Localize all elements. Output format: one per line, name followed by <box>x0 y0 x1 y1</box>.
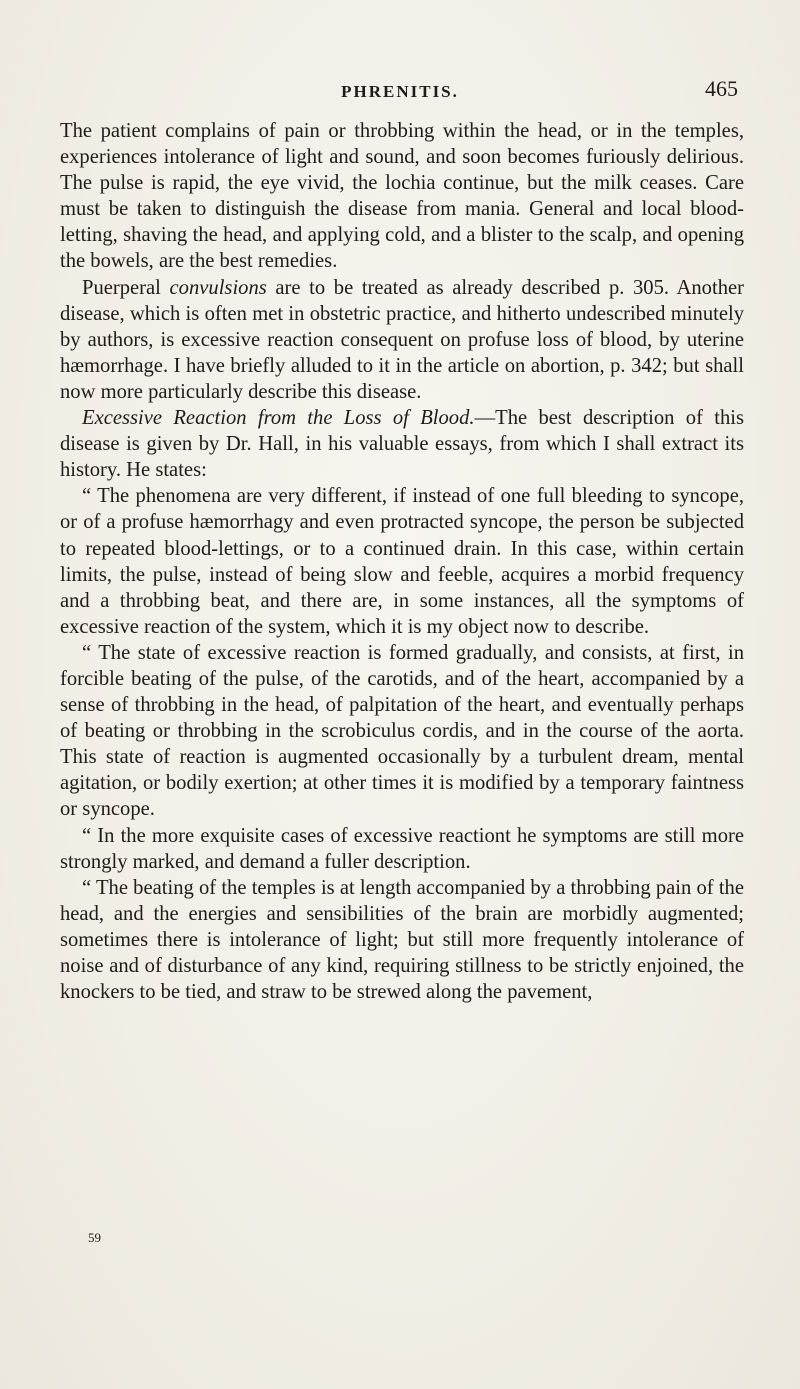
paragraph <box>60 405 744 483</box>
body-text <box>60 118 744 1005</box>
paragraph-text: “ The beating of the temples is at length accompanied by a throbbing pain of the head, and the energies and sensibilities of the brain are morbidly augmented; sometimes there is intolerance of light; but still more frequently intolerance of noise and of disturbance of any kind, requiring stillness to be strictly enjoined, the knockers to be tied, and straw to be strewed along the pavement, <box>60 876 744 1004</box>
section-heading: Excessive Reaction from the Loss of Blood. <box>82 407 475 430</box>
paragraph-text: Puerperal <box>82 276 170 299</box>
paragraph-text: “ In the more exquisite cases of excessive reactiont he symptoms are still more strongly marked, and demand a fuller description. <box>60 824 744 873</box>
quoted-paragraph <box>60 875 744 1005</box>
paragraph-text: The patient complains of pain or throbbing within the head, or in the temples, experiences intolerance of light and sound, and soon becomes furiously delirious. The pulse is rapid, the eye vivid, the lochia continue, but the milk ceases. Care must be taken to distinguish the disease from mania. General and local blood-letting, shaving the head, and applying cold, and a blister to the scalp, and opening the bowels, are the best remedies. <box>60 120 744 273</box>
paragraph-text: “ The state of excessive reaction is formed gradually, and consists, at first, in forcible beating of the pulse, of the carotids, and of the heart, accompanied by a sense of throbbing in the head, of palpitation of the heart, and eventually perhaps of beating or throbbing in the scrobiculus cordis, and in the course of the aorta. This state of reaction is augmented occasionally by a turbulent dream, mental agitation, or bodily exertion; at other times it is modified by a temporary faintness or syncope. <box>60 641 744 821</box>
running-head: PHRENITIS. <box>341 82 459 101</box>
paragraph-text: —The best description of this disease is given by Dr. Hall, in his valuable essays, from which I shall extract its history. He states: <box>60 407 744 482</box>
quoted-paragraph <box>60 823 744 875</box>
page-number: 465 <box>705 76 738 101</box>
page-header <box>60 76 740 110</box>
signature-mark: 59 <box>88 1230 101 1245</box>
italic-term: convulsions <box>169 276 267 299</box>
quoted-paragraph <box>60 640 744 823</box>
paragraph-text: “ The phenomena are very different, if instead of one full bleeding to syncope, or of a profuse hæmorrhagy and even protracted syncope, the person be subjected to repeated blood-lettings, or to a continued drain. In this case, within certain limits, the pulse, instead of being slow and feeble, acquires a morbid frequency and a throbbing beat, and there are, in some instances, all the symptoms of excessive reaction of the system, which it is my object now to describe. <box>60 485 744 638</box>
paragraph <box>60 275 744 405</box>
paragraph <box>60 118 744 275</box>
quoted-paragraph <box>60 483 744 640</box>
paragraph-text: are to be treated as already described p. 305. Another disease, which is often met in obstetric practice, and hitherto undescribed minutely by authors, is excessive reaction consequent on profuse loss of blood, by uterine hæmorrhage. I have briefly alluded to it in the article on abortion, p. 342; but shall now more particularly describe this disease. <box>60 276 744 403</box>
